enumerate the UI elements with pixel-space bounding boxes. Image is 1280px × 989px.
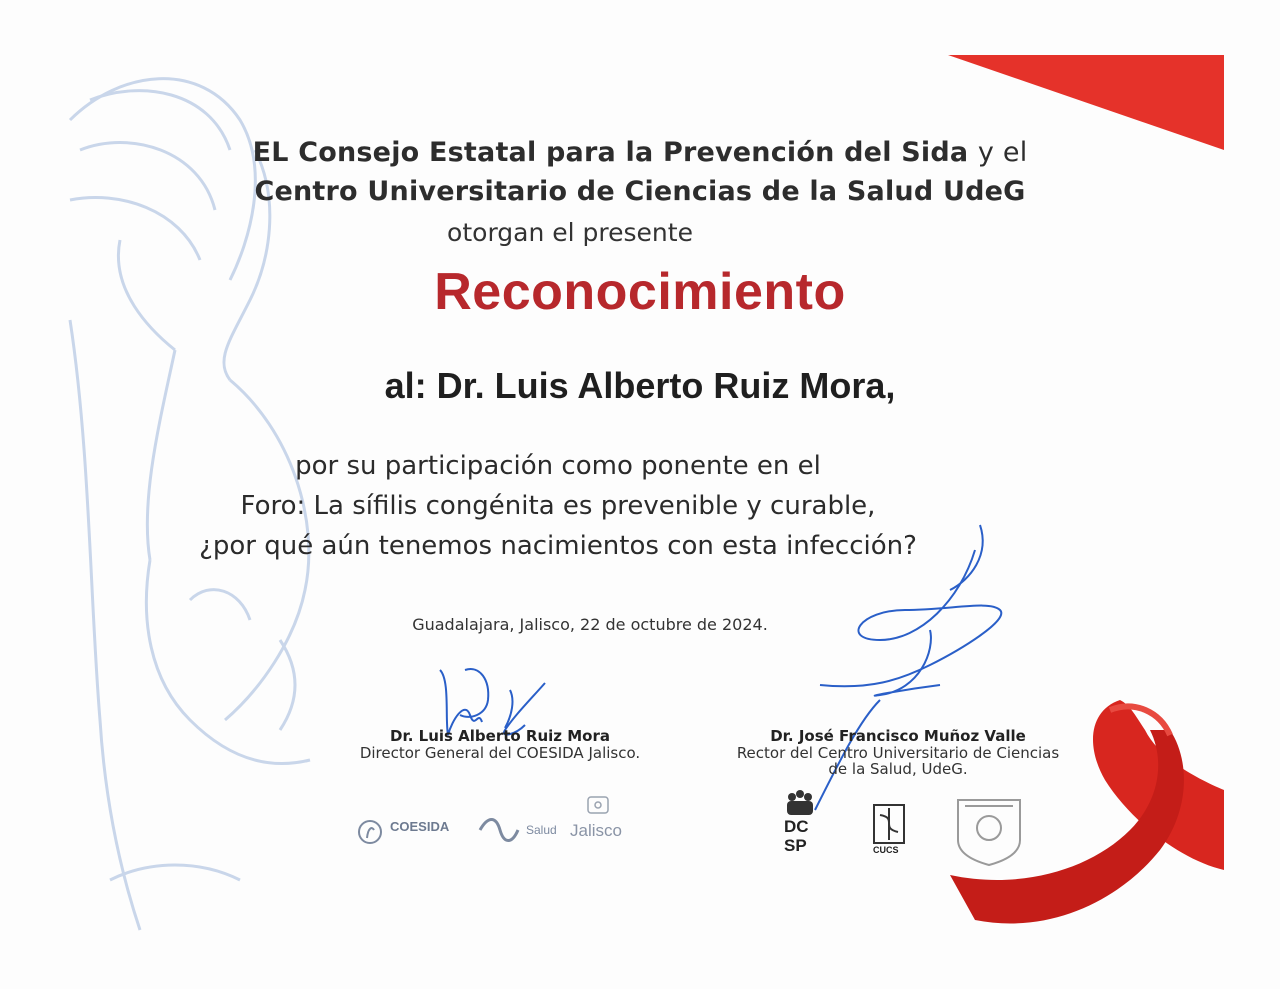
recipient-name: al: Dr. Luis Alberto Ruiz Mora, [384, 365, 896, 406]
issuer-line-1 [0, 137, 1280, 168]
udeg-crest-icon [958, 800, 1020, 865]
red-corner-triangle [948, 55, 1224, 150]
jalisco-crest-icon [588, 797, 608, 813]
signatory-name: Dr. Luis Alberto Ruiz Mora [390, 727, 610, 745]
dcsp-logo-text-bottom: SP [784, 836, 807, 855]
signatory-role: Director General del COESIDA Jalisco. [359, 744, 641, 762]
body-line-3: ¿por qué aún tenemos nacimientos con esta infección? [199, 531, 917, 561]
signatory-role: de la Salud, UdeG. [828, 760, 968, 778]
issuer-line-2: Centro Universitario de Ciencias de la Salud UdeG [254, 176, 1026, 207]
granting-phrase: otorgan el presente [447, 218, 693, 247]
body-line-1: por su participación como ponente en el [295, 451, 821, 481]
signatory-name: Dr. José Francisco Muñoz Valle [770, 727, 1026, 745]
issuer-coesida: EL Consejo Estatal para la Prevención del Sida [252, 137, 969, 168]
coesida-logo-icon [359, 821, 381, 843]
dcsp-logo-icon [787, 790, 813, 815]
body-line-2: Foro: La sífilis congénita es prevenible y curable, [240, 491, 876, 521]
jalisco-logo-text: Jalisco [570, 821, 622, 840]
signatory-rector [708, 727, 1088, 777]
coesida-logo-text: COESIDA [390, 819, 450, 834]
signatory-director [330, 727, 670, 761]
date-line: Guadalajara, Jalisco, 22 de octubre de 2024. [412, 615, 768, 634]
dcsp-logo-text-top: DC [784, 817, 809, 836]
cucs-logo-icon [874, 805, 904, 843]
issuer-conjunction: y el [977, 137, 1028, 168]
signatory-role: Rector del Centro Universitario de Ciencias [736, 744, 1060, 762]
salud-logo-icon [480, 820, 518, 841]
signature-director-icon [440, 669, 545, 735]
salud-logo-text: Salud [526, 823, 557, 837]
certificate-title: Reconocimiento [434, 263, 846, 321]
cucs-logo-text: CUCS [873, 845, 899, 855]
